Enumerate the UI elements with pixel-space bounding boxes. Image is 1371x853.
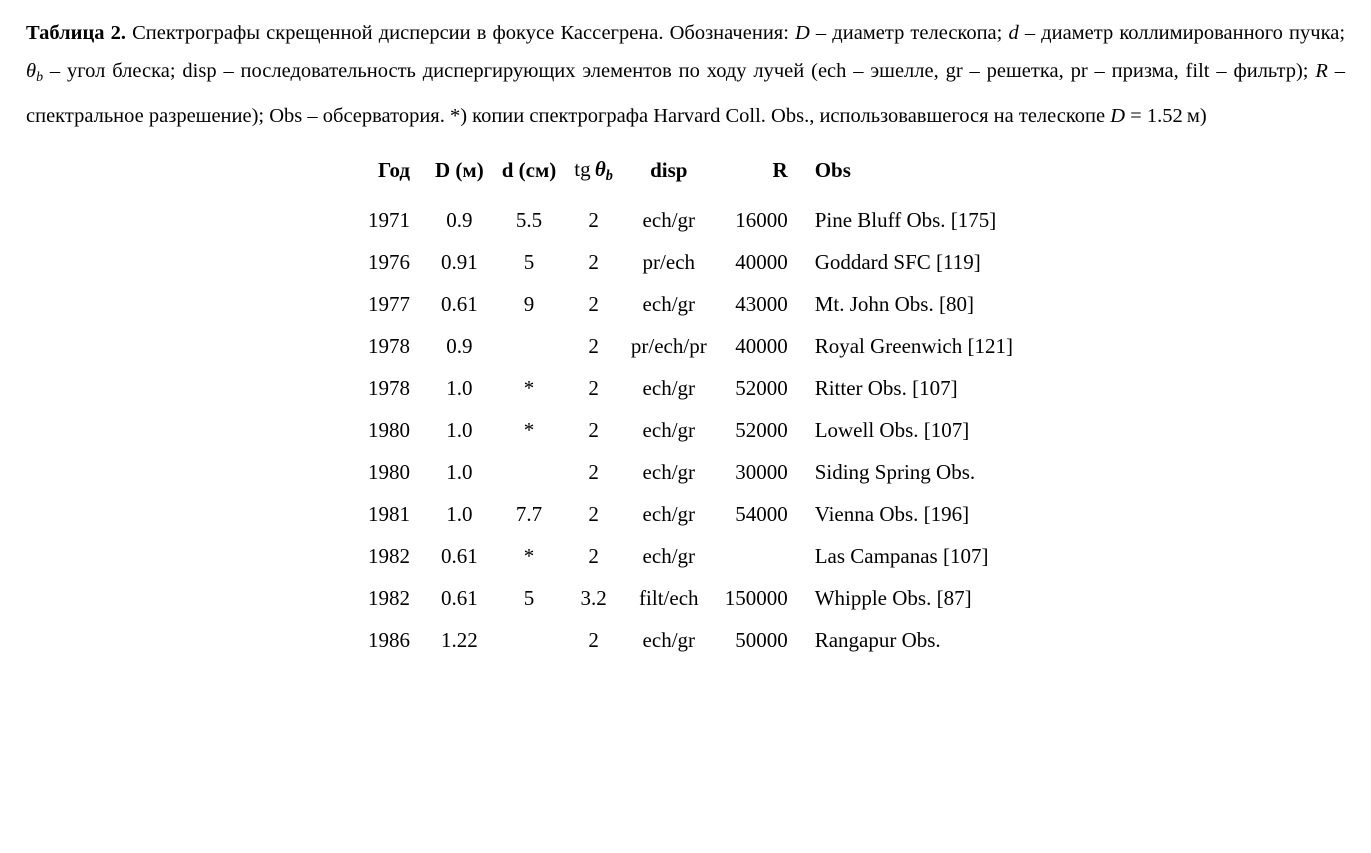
column-header-year: Год	[377, 158, 411, 183]
table-head	[359, 157, 1022, 199]
table-row	[359, 199, 1022, 241]
cell-obs: Lowell Obs. [107]	[814, 418, 970, 443]
tg-operator: tg	[574, 156, 591, 181]
cell-resolution: 52000	[735, 376, 788, 401]
table-row	[359, 409, 1022, 451]
cell-tg-theta: 3.2	[580, 586, 607, 611]
cell-year: 1982	[368, 586, 411, 611]
cell-beam-diameter: 5	[523, 586, 535, 611]
table-header-row	[359, 157, 1022, 199]
caption-text-5: – спектральное разрешение); Obs – обсерватория. *) копии спектрографа Harvard Coll. Obs., использовавшегося на телескопе	[26, 60, 1346, 127]
symbol-theta: θ	[26, 60, 37, 82]
cell-resolution: 150000	[724, 586, 788, 611]
cell-disp: ech/gr	[642, 291, 696, 316]
table-row	[359, 493, 1022, 535]
symbol-R: R	[1315, 60, 1328, 82]
cell-obs: Rangapur Obs.	[814, 628, 941, 653]
caption-text-6: )	[1199, 104, 1207, 127]
cell-telescope-diameter: 1.22	[441, 628, 478, 653]
cell-telescope-diameter: 1.0	[446, 460, 473, 485]
cell-beam-diameter	[493, 619, 566, 661]
column-header-telescope-diameter: D (м)	[435, 158, 484, 183]
caption-equation: = 1.52	[1125, 104, 1183, 127]
cell-resolution: 54000	[735, 502, 788, 527]
cell-beam-diameter: *	[523, 418, 535, 443]
cell-beam-diameter: 5.5	[515, 207, 543, 232]
cell-resolution: 50000	[735, 628, 788, 653]
cell-tg-theta: 2	[588, 334, 599, 359]
tg-theta-symbol: θ	[594, 156, 606, 181]
column-header-disp: disp	[650, 158, 688, 183]
symbol-d: d	[1008, 22, 1019, 44]
cell-disp: filt/ech	[639, 586, 699, 611]
cell-tg-theta: 2	[588, 544, 599, 569]
cell-telescope-diameter: 1.0	[446, 418, 473, 443]
cell-telescope-diameter: 0.91	[441, 249, 478, 274]
cell-beam-diameter: 7.7	[515, 502, 543, 527]
cell-tg-theta: 2	[588, 418, 599, 443]
cell-resolution: 52000	[735, 418, 788, 443]
cell-beam-diameter: 9	[523, 291, 535, 316]
cell-obs: Royal Greenwich [121]	[814, 334, 1013, 359]
cell-beam-diameter: *	[523, 376, 535, 401]
cell-disp: ech/gr	[642, 418, 696, 443]
column-header-beam-diameter: d (см)	[501, 158, 557, 183]
cell-year: 1980	[368, 460, 411, 485]
cell-beam-diameter: *	[523, 544, 535, 569]
cell-obs: Las Campanas [107]	[814, 544, 989, 569]
table-row	[359, 577, 1022, 619]
cell-disp: ech/gr	[642, 460, 696, 485]
cell-disp: ech/gr	[642, 207, 696, 232]
tg-theta-subscript: b	[605, 167, 613, 184]
cell-beam-diameter	[493, 451, 566, 493]
cell-beam-diameter	[493, 325, 566, 367]
table-body	[359, 199, 1022, 662]
cell-tg-theta: 2	[588, 249, 599, 274]
cell-obs: Mt. John Obs. [80]	[814, 291, 974, 316]
cell-telescope-diameter: 0.9	[446, 207, 473, 232]
cell-year: 1971	[368, 207, 411, 232]
cell-obs: Goddard SFC [119]	[814, 249, 981, 274]
cell-disp: pr/ech/pr	[630, 334, 707, 359]
cell-tg-theta: 2	[588, 291, 599, 316]
table-row	[359, 241, 1022, 283]
cell-disp: ech/gr	[642, 544, 696, 569]
caption-text-3: – диаметр коллимированного пучка;	[1018, 22, 1346, 44]
table-row	[359, 325, 1022, 367]
column-header-resolution: R	[772, 158, 788, 183]
spectrographs-table	[359, 157, 1022, 662]
cell-disp: ech/gr	[642, 502, 696, 527]
cell-beam-diameter: 5	[523, 249, 535, 274]
cell-year: 1976	[368, 249, 411, 274]
symbol-D: D	[795, 22, 810, 44]
cell-tg-theta: 2	[588, 628, 599, 653]
cell-year: 1986	[368, 628, 411, 653]
cell-obs: Siding Spring Obs.	[814, 460, 976, 485]
cell-resolution: 30000	[735, 460, 788, 485]
symbol-D-2: D	[1110, 104, 1126, 127]
cell-resolution	[716, 535, 797, 577]
cell-year: 1982	[368, 544, 411, 569]
caption-text-1: Спектрографы скрещенной дисперсии в фокусе Кассегрена. Обозначения:	[132, 22, 796, 44]
cell-tg-theta: 2	[588, 502, 599, 527]
cell-disp: ech/gr	[642, 628, 696, 653]
cell-telescope-diameter: 0.61	[441, 291, 478, 316]
cell-obs: Ritter Obs. [107]	[814, 376, 958, 401]
cell-telescope-diameter: 0.61	[441, 544, 478, 569]
caption-text-4: – угол блеска; disp – последовательность диспергирующих элементов по ходу лучей (ech – эшелле, gr – решетка, pr – призма, filt – фильтр);	[43, 60, 1316, 82]
table-row	[359, 367, 1022, 409]
cell-resolution: 16000	[735, 207, 788, 232]
column-header-obs: Obs	[814, 158, 851, 183]
caption-text-2: – диаметр телескопа;	[809, 22, 1009, 44]
cell-telescope-diameter: 0.61	[441, 586, 478, 611]
table-row	[359, 283, 1022, 325]
cell-year: 1978	[368, 334, 411, 359]
cell-tg-theta: 2	[588, 460, 599, 485]
column-header-tg-theta	[565, 157, 622, 199]
cell-obs: Whipple Obs. [87]	[814, 586, 972, 611]
caption-label: Таблица 2.	[26, 22, 127, 44]
table-container	[26, 157, 1345, 662]
cell-disp: pr/ech	[642, 249, 696, 274]
cell-year: 1980	[368, 418, 411, 443]
cell-resolution: 43000	[735, 291, 788, 316]
cell-tg-theta: 2	[588, 376, 599, 401]
cell-resolution: 40000	[735, 334, 788, 359]
caption-unit-m: м	[1186, 104, 1200, 127]
cell-obs: Vienna Obs. [196]	[814, 502, 970, 527]
table-caption	[26, 14, 1345, 135]
cell-year: 1981	[368, 502, 411, 527]
symbol-theta-subscript: b	[36, 69, 44, 85]
cell-year: 1977	[368, 291, 411, 316]
cell-resolution: 40000	[735, 249, 788, 274]
table-row	[359, 619, 1022, 661]
cell-obs: Pine Bluff Obs. [175]	[814, 207, 997, 232]
cell-disp: ech/gr	[642, 376, 696, 401]
cell-telescope-diameter: 1.0	[446, 502, 473, 527]
cell-tg-theta: 2	[588, 207, 599, 232]
table-row	[359, 451, 1022, 493]
table-row	[359, 535, 1022, 577]
cell-telescope-diameter: 0.9	[446, 334, 473, 359]
cell-telescope-diameter: 1.0	[446, 376, 473, 401]
cell-year: 1978	[368, 376, 411, 401]
